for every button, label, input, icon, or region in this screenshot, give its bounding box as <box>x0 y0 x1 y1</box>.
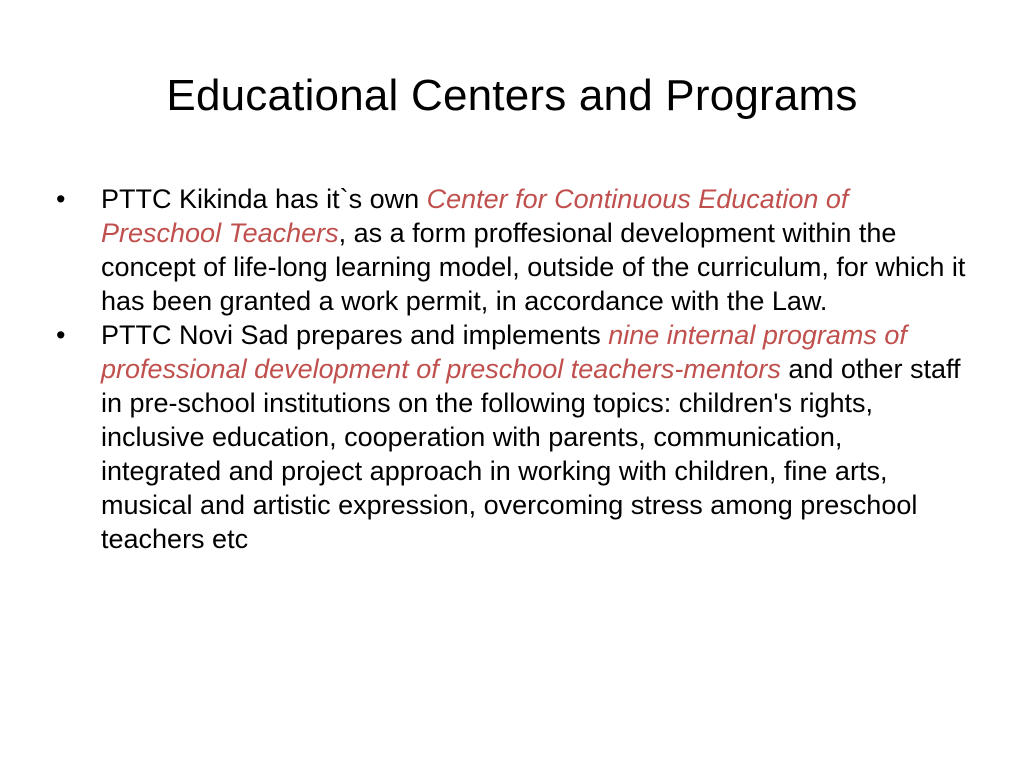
bullet-dot-icon: • <box>56 184 66 214</box>
bullet-highlight: nine internal programs of professional development of preschool teachers-mentors <box>101 320 907 384</box>
slide-title: Educational Centers and Programs <box>166 71 858 120</box>
bullet-text-before: PTTC Novi Sad prepares and implements <box>101 320 609 350</box>
bullet-text-after: and other staff in pre-school institutions on the following topics: children's rights, inclusive education, cooperation with parents, communication, integrated and project approach in working with children, fine arts, musical and artistic expression, overcoming stress among preschool teachers etc <box>101 354 961 554</box>
bullet-text-before: PTTC Kikinda has it`s own <box>101 184 427 214</box>
bullet-highlight: Center for Continuous Education of Preschool Teachers <box>101 184 849 248</box>
bullet-dot-icon: • <box>56 320 66 350</box>
bullet-text-after: , as a form proffesional development within the concept of life-long learning model, outside of the curriculum, for which it has been granted a work permit, in accordance with the Law. <box>101 218 966 316</box>
bullet-item-kikinda <box>56 182 966 318</box>
bullet-item-novi-sad <box>56 318 966 556</box>
bullet-list <box>56 182 966 556</box>
